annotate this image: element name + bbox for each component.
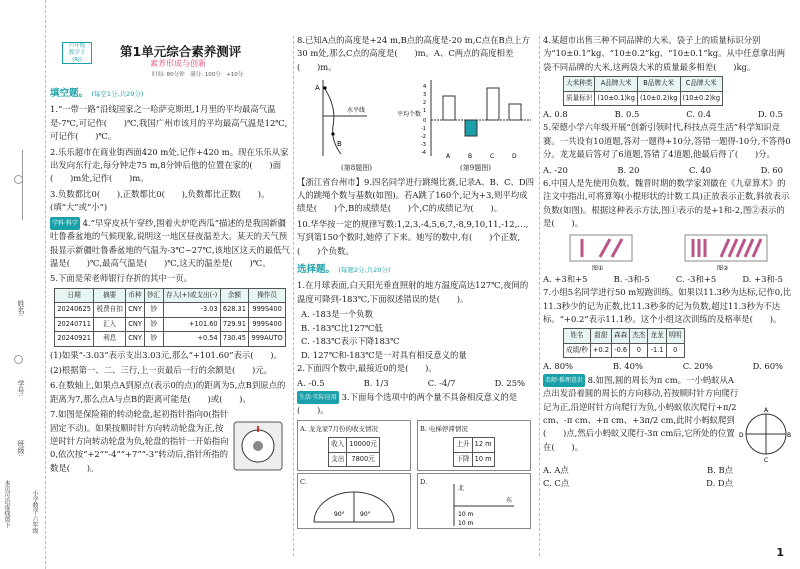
mc-8-options: [543, 464, 743, 477]
cell: 收入: [329, 438, 347, 452]
option-label: C.: [300, 477, 307, 486]
cell: 12 m: [472, 438, 494, 452]
svg-text:C: C: [490, 153, 495, 161]
question-text: 9.四名同学进行跳绳比赛,记录A、B、C、D四人的跳绳个数与基数(如图)。若A跳了160个,记为+3,则平均成绩是( )个,B的成绩是( )个,C的成绩记为( )。: [297, 176, 534, 214]
mc-7-options: [543, 360, 793, 373]
col-header: 币种: [126, 288, 145, 302]
name-label: 姓名:: [17, 300, 25, 317]
point-label: C: [764, 456, 769, 464]
question-5-2: (2)根据第一、二、三行,上一页最后一行的余额是( )元。: [50, 364, 273, 375]
section-choice: [297, 260, 535, 279]
svg-text:B: B: [468, 153, 473, 161]
mc-question-7: 7.小组5名同学进行50 m短跑训练。如果以11.3秒为达标,记作0,比11.3秒少的记为正数,比11.3秒多的记为负数,超过11.3秒为不达标。“+0.2”表示11.1秒。这个小组这次训练的及格率是( )。: [543, 287, 792, 324]
cell: 0: [666, 343, 684, 357]
figure-caption: 图①: [591, 264, 603, 272]
section-note: (每空1分,共29分): [91, 90, 144, 98]
mc-question-1: 1.在月球表面,白天阳光垂直照射的地方温度高达127℃,夜间的温度可降到-183℃,下面叙述错误的是( )。: [297, 280, 529, 304]
question-8: 8.已知A点的高度是+24 m,B点的高度是-20 m,C点在B点上方30 m处,那么C点的高度是( )m。A、C两点的高度相差( )m。: [297, 35, 530, 72]
svg-text:0: 0: [423, 118, 427, 125]
cell: 7800元: [347, 452, 380, 466]
cell: (10±0.2)kg: [680, 91, 723, 105]
cell: 20240625: [55, 303, 94, 317]
cell: 质量标识: [564, 91, 595, 105]
distance-label: 10 m: [458, 519, 474, 527]
point-label: A: [315, 84, 320, 93]
income-table: [328, 437, 380, 467]
cell: (10±0.2)kg: [637, 91, 680, 105]
option-d[interactable]: D. 127℃和-183℃是一对具有相反意义的量: [301, 349, 467, 360]
grade-text: 六年级: [68, 43, 86, 49]
option-label: A. 龙龙家7月份的收支情况: [300, 424, 378, 433]
question-9: [297, 176, 535, 216]
option-b[interactable]: B. 0.5: [614, 109, 640, 120]
col-header: 大米种类: [564, 77, 595, 91]
option-a[interactable]: A. +3和+5: [543, 273, 588, 284]
option-a[interactable]: A. -0.5: [297, 378, 325, 389]
question-6: 6.在数轴上,如果点A到原点(表示0的点)的距离为5,点B到原点的距离为7,那么点A与点B的距离可能是( )或( )。: [50, 380, 286, 404]
page-title: 第1单元综合素养测评: [120, 44, 242, 59]
col-header: 操作员: [249, 288, 286, 302]
option-a[interactable]: A. -20: [543, 164, 568, 175]
counting-rods-figure-1: [566, 233, 636, 273]
question-3: 3.负数都比0( ),正数都比0( ),负数都比正数( )。(填“大”或“小”): [50, 188, 270, 213]
running-table: [563, 328, 685, 358]
cell: 钞: [145, 303, 164, 317]
col-header: 日期: [55, 288, 94, 302]
cell: 10 m: [472, 452, 494, 466]
angle-label: 90°: [360, 510, 371, 518]
figures-8-9: [297, 76, 535, 162]
column-2: [297, 34, 535, 529]
figure-9-caption: (第9题图): [460, 164, 491, 173]
sea-level-label: 水平线: [347, 107, 366, 115]
cell: 999S400: [249, 317, 286, 331]
question-5: 5.下面是荣老师银行存折的其中一页。: [50, 273, 192, 284]
option-c[interactable]: C. 20%: [682, 361, 713, 372]
point-label: A: [764, 406, 769, 414]
option-b[interactable]: B. 20: [617, 164, 640, 175]
question-text: 8.如图,圆的周长为π cm。一小蚂蚁从A点出发沿着圆的周长的方向移动,若按顺时针方向爬行记为正,沿逆时针方向爬行为负,小蚂蚁依次爬行+π/2 cm、-π cm、+π cm、+3π/2 cm,此时小蚂蚁爬到( )点,然后小蚂蚁又爬行-3π cm后,它所处的位置在( )。: [543, 374, 739, 452]
svg-text:-4: -4: [421, 150, 426, 157]
svg-text:4: 4: [423, 84, 427, 91]
option-a[interactable]: A. 80%: [543, 361, 573, 372]
cell: 999S400: [249, 303, 286, 317]
option-b[interactable]: [417, 420, 531, 471]
column-divider: [539, 36, 540, 556]
option-a[interactable]: A. 0.8: [543, 109, 568, 120]
grade-badge: [62, 42, 92, 64]
question-7-block: [50, 408, 290, 477]
option-d[interactable]: D. D点: [706, 477, 733, 488]
cell: 成绩/秒: [564, 343, 591, 357]
option-d[interactable]: D. +3和-5: [742, 273, 783, 284]
point-label: B: [787, 431, 792, 439]
mc-6-options: [543, 273, 793, 286]
cell: CNY: [126, 332, 145, 346]
col-header: 甜甜: [591, 329, 612, 343]
mc-3-options: [297, 420, 535, 471]
mc-question-8: [543, 374, 739, 462]
tag-badge: 【浙江省台州市】: [297, 176, 364, 187]
mc-question-5: 5.荣德小学六年级开展“创新引领时代,科技点亮生活”科学知识竞赛。一共设有10道题,答对一题得+10分,答错一题得-10分,不答得0分。龙龙最后答对了6道题,答错了4道题,他最后得了( )分。: [543, 122, 791, 160]
option-label: B. 电梯停滞情况: [420, 424, 468, 433]
mc-question-4: 4.某超市出售三种不同品牌的大米。袋子上的质量标识分别为“10±0.1”kg、“10±0.2”kg、“10±0.1”kg。从中任意拿出两袋不同品牌的大米,这两袋大米的质量最多相差( )kg。: [543, 35, 786, 72]
mc-4-options: [543, 108, 793, 121]
tag-badge: 名师·推理意识: [543, 374, 585, 387]
col-header: 杰杰: [630, 329, 648, 343]
north-label: 北: [458, 484, 465, 492]
cell: 10000元: [347, 438, 380, 452]
question-text: 4.“早穿皮袄午穿纱,围着火炉吃西瓜”描述的是我国新疆吐鲁番盆地的气候现象,说明这一地区昼夜温差大。某天的天气预报显示新疆吐鲁番盆地的气温为-3℃~27℃,该地区这天的最低气温是( )℃,最高气温是( )℃,这天的温差是( )℃。: [50, 217, 290, 269]
cell: 20240711: [55, 317, 94, 331]
option-b[interactable]: B. 1/3: [363, 378, 389, 389]
cell: 729.91: [220, 317, 249, 331]
option-label: D.: [420, 477, 428, 486]
subject-text: 数学下: [68, 50, 86, 56]
edition-text: (RJ): [72, 57, 82, 63]
cell: +0.54: [163, 332, 220, 346]
mc-8-options-cd: [543, 477, 743, 490]
figure-captions: [297, 162, 535, 175]
section-title: 填空题。: [50, 88, 89, 99]
cell: 上升: [454, 438, 472, 452]
option-d[interactable]: [417, 473, 531, 529]
col-header: A品牌大米: [595, 77, 638, 91]
elevator-table: [453, 437, 494, 467]
figure-caption: 图②: [716, 264, 728, 272]
col-header: 明明: [666, 329, 684, 343]
divider: [22, 150, 23, 220]
cell: 628.31: [220, 303, 249, 317]
option-a[interactable]: [297, 420, 411, 471]
cell: 利息: [94, 332, 126, 346]
cell: CNY: [126, 303, 145, 317]
question-10: 10.华华按一定的规律写数:1,2,3,-4,5,6,7,-8,9,10,11,-12,…,写到第150个数时,她停了下来。她写的数中,有( )个正数,( )个负数。: [297, 218, 529, 256]
y-axis-label: 平均个数: [397, 111, 422, 119]
section-fill-blank: [50, 84, 290, 103]
question-4: [50, 217, 290, 271]
mc-question-3: [297, 391, 535, 418]
col-header: 钞汇: [145, 288, 164, 302]
option-b[interactable]: B. -183℃比127℃低: [301, 322, 383, 333]
binding-text: 本页可沿虚线剪下: [3, 480, 10, 528]
option-b[interactable]: B. -3和-5: [613, 273, 650, 284]
east-label: 东: [506, 496, 513, 504]
col-header: 森森: [612, 329, 630, 343]
point-label: D: [739, 431, 744, 439]
distance-label: 10 m: [458, 510, 474, 518]
mc-1-options: [297, 308, 535, 362]
tag-badge: 生活·实际应用: [297, 391, 339, 404]
cell: +0.2: [591, 343, 612, 357]
question-2: 2.乐乐超市在商业街西面420 m处,记作+420 m。现在乐乐从家出发向东行走,每分钟走75 m,8分钟后他的位置在家的( )面( )m处,记作( )m。: [50, 146, 289, 184]
option-c[interactable]: [297, 473, 411, 529]
svg-text:3: 3: [423, 92, 427, 99]
class-label: 班级:: [17, 440, 25, 457]
section-title: 选择题。: [297, 264, 336, 276]
svg-text:A: A: [446, 153, 451, 161]
time-meta: 时间: 80分钟 满分: 100分 +10分: [152, 72, 244, 78]
bankbook-table: [54, 288, 286, 347]
svg-text:-3: -3: [421, 142, 426, 149]
page-number: 1: [776, 546, 784, 559]
cell: 税费自扣: [94, 303, 126, 317]
option-d[interactable]: D. 60%: [752, 361, 783, 372]
counting-rods-figures: [543, 233, 793, 273]
option-a[interactable]: A. -183是一个负数: [301, 309, 374, 320]
option-c[interactable]: C. 0.4: [686, 109, 712, 120]
mc-2-options: [297, 377, 535, 390]
cell: -0.6: [612, 343, 630, 357]
option-c[interactable]: C. -3和+5: [675, 273, 717, 284]
table-row: [55, 317, 286, 331]
cell: 0: [630, 343, 648, 357]
cell: 730.45: [220, 332, 249, 346]
col-header: 余额: [220, 288, 249, 302]
binding-hole: [14, 355, 23, 364]
cell: -3.03: [163, 303, 220, 317]
option-b[interactable]: B. B点: [706, 464, 733, 475]
cell: CNY: [126, 317, 145, 331]
svg-text:D: D: [512, 153, 517, 161]
col-header: C品牌大米: [680, 77, 723, 91]
figure-8-caption: (第8题图): [341, 164, 372, 173]
figure-8-cliff: [297, 76, 393, 160]
svg-text:1: 1: [423, 108, 427, 115]
option-a[interactable]: A. A点: [543, 464, 569, 475]
option-c[interactable]: C. C点: [543, 477, 570, 488]
cell: 钞: [145, 317, 164, 331]
col-header: B品牌大米: [637, 77, 680, 91]
angle-label: 90°: [334, 510, 345, 518]
question-1: 1.“一带一路”沿线国家之一哈萨克斯坦,1月里的平均最高气温是-7℃,可记作( )℃,我国广州市该月的平均最高气温是12℃,可记作( )℃。: [50, 104, 288, 142]
option-c[interactable]: C. 40: [689, 164, 712, 175]
mc-5-options: [543, 164, 793, 177]
protractor-image: [304, 486, 404, 526]
option-d[interactable]: D. 25%: [494, 378, 525, 389]
svg-text:-2: -2: [421, 134, 426, 141]
mc-8-block: [543, 374, 793, 464]
option-d[interactable]: D. 60: [760, 164, 783, 175]
mc-question-6: 6.中国人是先使用负数。魏晋时期的数学家刘徽在《九章算术》的注文中指出,可将算筹(小棍形状的计数工具)正放表示正数,斜放表示负数(如图)。根据这种表示方法,图①表示的是+1和-2,图②表示的是( )。: [543, 178, 790, 229]
col-header: 存入(+)或支出(-): [163, 288, 220, 302]
cell: 20240921: [55, 332, 94, 346]
question-5-1: (1)如果“-3.03”表示支出3.03元,那么“+101.60”表示( )。: [50, 349, 282, 360]
svg-text:-1: -1: [421, 126, 426, 133]
direction-image: [424, 480, 524, 528]
option-c[interactable]: C. -4/7: [427, 378, 456, 389]
option-c[interactable]: C. -183℃表示下降183℃: [301, 336, 400, 347]
cell: -1.1: [648, 343, 666, 357]
point-label: B: [337, 140, 342, 149]
cell: 钞: [145, 332, 164, 346]
option-d[interactable]: D. 0.5: [757, 109, 783, 120]
table-row: [55, 303, 286, 317]
figure-9-bar-chart: [395, 76, 535, 160]
counting-rods-figure-2: [681, 233, 771, 273]
cell: 汇入: [94, 317, 126, 331]
cell: 下降: [454, 452, 472, 466]
col-header: 龙龙: [648, 329, 666, 343]
binding-hole: [14, 175, 23, 184]
table-row: [55, 332, 286, 346]
col-header: 摘要: [94, 288, 126, 302]
cell: 支出: [329, 452, 347, 466]
table-header: [55, 288, 286, 302]
circle-figure: [739, 404, 793, 464]
column-divider: [293, 36, 294, 556]
mc-question-2: 2.下面四个数中,最接近0的是( )。: [297, 362, 437, 373]
side-text: 小学数学·六年级: [31, 490, 38, 534]
col-header: 姓名: [564, 329, 591, 343]
id-label: 学号:: [17, 380, 25, 397]
page-subtitle: 素养形成与创新: [150, 59, 206, 68]
rice-table: [563, 76, 723, 106]
column-3: [543, 34, 793, 490]
cell: 999AUTO: [249, 332, 286, 346]
question-7: 7.如图是保险箱的转动轮盘,起初指针指向0(指针固定不动)。如果按顺时针方向转动轮盘为正,按逆时针方向转动轮盘为负,轮盘的指针一开始指向0,依次按“+2”“-4”“+7”“-3”转动后,指针所指的数是( )。: [50, 409, 229, 473]
section-note: (每题2分,共20分): [338, 266, 391, 275]
mc-3-options-cd: [297, 473, 535, 529]
binding-spine: [0, 0, 46, 569]
svg-text:2: 2: [423, 100, 427, 107]
cell: +101.60: [163, 317, 220, 331]
option-b[interactable]: B. 40%: [612, 361, 643, 372]
column-1: [50, 84, 290, 477]
safe-dial-image: [230, 418, 286, 474]
tag-badge: 学科·科学: [50, 217, 80, 230]
cell: (10±0.1)kg: [595, 91, 638, 105]
question-text: 3.下面每个选项中的两个量不具备相反意义的是( )。: [297, 391, 518, 416]
